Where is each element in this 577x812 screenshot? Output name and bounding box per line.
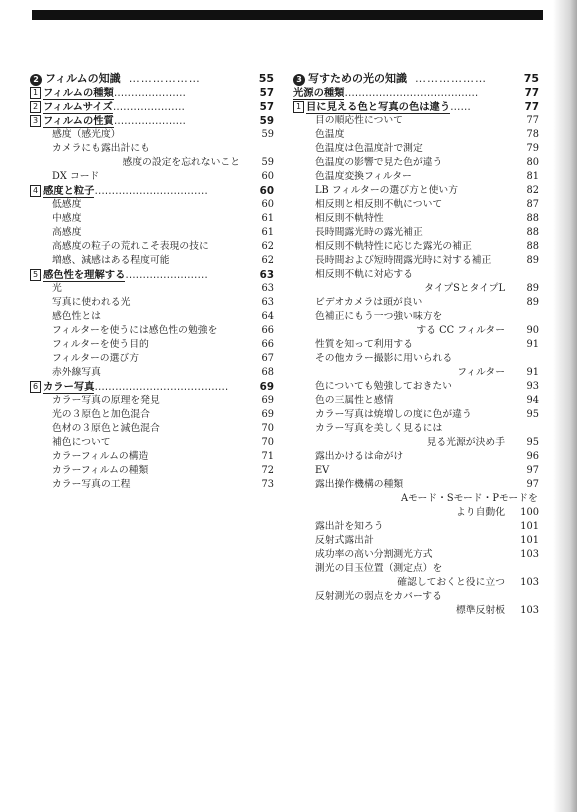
toc-entry	[293, 450, 539, 464]
toc-entry-title: 確認しておくと役に立つ	[397, 577, 505, 588]
toc-entry	[30, 450, 274, 464]
page-number: 73	[261, 479, 274, 490]
toc-entry	[30, 478, 274, 492]
toc-entry	[30, 338, 274, 352]
toc-entry-title: 見る光源が決め手	[426, 437, 505, 448]
page-number: 69	[261, 409, 274, 420]
page-number: 59	[259, 115, 274, 127]
toc-entry	[293, 506, 539, 520]
toc-entry-title: カラー写真を美しく見るには	[315, 423, 443, 434]
toc-entry	[293, 198, 539, 212]
toc-entry	[293, 478, 539, 492]
page-number: 89	[526, 283, 539, 294]
leader-dots: …………………	[113, 87, 186, 99]
toc-entry-title: カラーフィルムの構造	[52, 451, 149, 462]
page-number: 97	[526, 465, 539, 476]
toc-entry	[293, 576, 539, 590]
page-number: 64	[261, 311, 274, 322]
page-number: 60	[261, 171, 274, 182]
page-number: 100	[520, 507, 539, 518]
toc-entry	[30, 142, 274, 156]
toc-entry-title: 相反則と相反則不軌について	[315, 199, 443, 210]
page-edge-shadow	[553, 0, 577, 812]
page-number: 60	[259, 185, 274, 197]
toc-entry	[30, 380, 274, 394]
toc-entry	[30, 268, 274, 282]
toc-entry	[30, 366, 274, 380]
page-number: 88	[526, 213, 539, 224]
header-rule	[32, 10, 543, 20]
leader-dots: ……	[450, 101, 471, 113]
page-number: 90	[526, 325, 539, 336]
toc-entry-title: 測光の目玉位置（測定点）を	[315, 563, 443, 574]
toc-entry	[293, 170, 539, 184]
page-number: 80	[526, 157, 539, 168]
toc-entry-title: カラー写真の原理を発見	[52, 395, 160, 406]
page-number: 62	[261, 241, 274, 252]
leader-dots: ……………………………	[94, 185, 208, 197]
toc-entry	[293, 72, 539, 86]
toc-entry-title: カラー写真の工程	[52, 479, 131, 490]
page-number: 57	[259, 101, 274, 113]
page-number: 91	[526, 339, 539, 350]
page-number: 66	[261, 325, 274, 336]
toc-entry-title: フィルムの知識	[45, 72, 121, 85]
toc-entry-title: フィルターを使うには感色性の勉強を	[52, 325, 218, 336]
page-number: 79	[526, 143, 539, 154]
toc-entry	[30, 240, 274, 254]
toc-entry	[30, 464, 274, 478]
toc-entry-title: EV	[315, 465, 330, 476]
page-number: 63	[261, 283, 274, 294]
chapter-number-circle: 2	[30, 74, 42, 86]
section-number-box: 3	[30, 115, 41, 127]
toc-entry-title: 低感度	[52, 199, 82, 210]
toc-entry	[30, 198, 274, 212]
toc-entry-title: 目の順応性について	[315, 115, 403, 126]
toc-entry	[30, 100, 274, 114]
toc-entry	[30, 310, 274, 324]
page-number: 87	[526, 199, 539, 210]
toc-entry	[293, 464, 539, 478]
toc-entry-title: 感度（感光度）	[52, 129, 121, 140]
page-number: 60	[261, 199, 274, 210]
toc-entry-title: LB フィルターの選び方と使い方	[315, 185, 459, 196]
section-number-box: 1	[293, 101, 304, 113]
toc-entry	[30, 436, 274, 450]
toc-entry	[30, 352, 274, 366]
page-number: 96	[526, 451, 539, 462]
toc-entry-title: DX コード	[52, 171, 100, 182]
toc-right-column	[293, 72, 539, 618]
toc-entry	[30, 226, 274, 240]
page-number: 68	[261, 367, 274, 378]
toc-entry	[293, 590, 539, 604]
toc-entry-title: フィルター	[457, 367, 505, 378]
page-number: 97	[526, 479, 539, 490]
toc-entry-title: 性質を知って利用する	[315, 339, 413, 350]
toc-entry	[293, 436, 539, 450]
page-number: 61	[261, 213, 274, 224]
toc-entry	[293, 212, 539, 226]
toc-entry	[293, 184, 539, 198]
leader-dots: ……………………	[125, 269, 208, 281]
page-number: 101	[520, 521, 539, 532]
page-number: 89	[526, 255, 539, 266]
toc-entry-title: 色温度変換フィルター	[315, 171, 412, 182]
toc-entry-title: フィルターを使う目的	[52, 339, 149, 350]
page-number: 75	[523, 72, 539, 85]
toc-entry-title: ビデオカメラは頭が良い	[315, 297, 423, 308]
toc-entry-title: 長時間露光時の露光補正	[315, 227, 423, 238]
toc-entry	[293, 366, 539, 380]
page-number: 63	[261, 297, 274, 308]
toc-entry	[30, 282, 274, 296]
toc-entry	[293, 548, 539, 562]
leader-dots: …………………	[112, 101, 185, 113]
toc-entry-title: 長時間および短時間露光時に対する補正	[315, 255, 492, 266]
toc-entry-title: Aモード・Sモード・Pモードを	[401, 493, 538, 504]
toc-entry	[30, 156, 274, 170]
toc-entry	[293, 380, 539, 394]
leader-dots: …………………………………	[344, 87, 479, 99]
toc-entry-title: 色についても勉強しておきたい	[315, 381, 452, 392]
toc-entry	[30, 114, 274, 128]
page-number: 55	[258, 72, 274, 85]
toc-entry-title: 露出操作機構の種類	[315, 479, 404, 490]
toc-entry	[30, 212, 274, 226]
page-number: 95	[526, 409, 539, 420]
toc-entry	[30, 408, 274, 422]
page-number: 77	[524, 87, 539, 99]
toc-entry	[293, 100, 539, 114]
toc-entry	[30, 254, 274, 268]
toc-entry	[30, 296, 274, 310]
toc-entry-title: 色温度の影響で見た色が違う	[315, 157, 443, 168]
page-number: 67	[261, 353, 274, 364]
toc-entry-title: 反射測光の弱点をカバーする	[315, 591, 442, 602]
toc-entry-title: フィルターの選び方	[52, 353, 139, 364]
toc-entry-title: 露出計を知ろう	[315, 521, 384, 532]
toc-entry	[293, 114, 539, 128]
page-number: 95	[526, 437, 539, 448]
page-number: 70	[261, 437, 274, 448]
toc-entry-title: 高感度	[52, 227, 82, 238]
section-number-box: 2	[30, 101, 41, 113]
toc-entry-title: 標準反射板	[456, 605, 505, 616]
page-number: 71	[261, 451, 274, 462]
section-number-box: 4	[30, 185, 41, 197]
page-number: 62	[261, 255, 274, 266]
toc-entry-title: カラー写真は焼増しの度に色が違う	[315, 409, 472, 420]
toc-entry	[30, 72, 274, 86]
toc-entry	[293, 422, 539, 436]
page-number: 94	[526, 395, 539, 406]
page-number: 91	[526, 367, 539, 378]
toc-entry	[293, 268, 539, 282]
toc-entry-title: 露出かけるは命がけ	[315, 451, 404, 462]
page-number: 77	[524, 101, 539, 113]
toc-entry-title: 補色について	[52, 437, 111, 448]
toc-entry-title: 相反則不軌に対応する	[315, 269, 413, 280]
toc-entry-title: より自動化	[456, 507, 505, 518]
page-number: 93	[526, 381, 539, 392]
toc-entry-title: 目に見える色と写真の色は違う	[306, 101, 451, 113]
toc-entry-title: 反射式露出計	[315, 535, 374, 546]
section-number-box: 1	[30, 87, 41, 99]
toc-entry-title: その他カラー撮影に用いられる	[315, 353, 453, 364]
toc-entry	[293, 296, 539, 310]
toc-entry	[293, 562, 539, 576]
toc-entry	[293, 254, 539, 268]
toc-entry	[293, 240, 539, 254]
toc-entry-title: 写真に使われる光	[52, 297, 131, 308]
toc-entry-title: 成功率の高い分割測光方式	[315, 549, 433, 560]
toc-entry-title: カメラにも露出計にも	[52, 143, 150, 154]
toc-entry-title: フィルムの種類	[43, 87, 114, 99]
toc-entry-title: 色温度は色温度計で測定	[315, 143, 423, 154]
page-number: 88	[526, 241, 539, 252]
page-number: 59	[261, 129, 274, 140]
toc-entry	[293, 534, 539, 548]
toc-entry	[293, 310, 539, 324]
toc-entry-title: 相反則不軌特性	[315, 213, 384, 224]
toc-entry-title: 色温度	[315, 129, 345, 140]
toc-entry	[30, 86, 274, 100]
toc-entry-title: カラー写真	[43, 381, 95, 393]
toc-entry-title: 感色性を理解する	[43, 269, 126, 281]
toc-entry-title: 色材の３原色と減色混合	[52, 423, 160, 434]
toc-entry	[293, 86, 539, 100]
toc-entry	[293, 520, 539, 534]
toc-entry-title: 光源の種類	[293, 87, 345, 99]
toc-entry-title: 中感度	[52, 213, 82, 224]
toc-entry	[293, 408, 539, 422]
section-number-box: 6	[30, 381, 41, 393]
toc-entry	[293, 324, 539, 338]
toc-entry	[293, 128, 539, 142]
toc-entry	[293, 282, 539, 296]
toc-entry-title: カラーフィルムの種類	[52, 465, 149, 476]
page-number: 59	[261, 157, 274, 168]
toc-entry	[30, 170, 274, 184]
page-number: 103	[520, 549, 539, 560]
page-number: 103	[520, 605, 539, 616]
page-number: 70	[261, 423, 274, 434]
toc-entry-title: 感色性とは	[52, 311, 101, 322]
page-number: 82	[526, 185, 539, 196]
toc-entry-title: フィルムの性質	[43, 115, 114, 127]
page-number: 66	[261, 339, 274, 350]
toc-entry	[30, 422, 274, 436]
toc-entry-title: 色補正にもう一つ強い味方を	[315, 311, 443, 322]
page-number: 103	[520, 577, 539, 588]
toc-entry	[30, 128, 274, 142]
page-number: 72	[261, 465, 274, 476]
toc-entry-title: 増感、減感はある程度可能	[52, 255, 170, 266]
toc-entry	[293, 142, 539, 156]
page-number: 78	[526, 129, 539, 140]
leader-dots: …………………………………	[94, 381, 229, 393]
page-number: 69	[259, 381, 274, 393]
toc-left-column	[30, 72, 274, 492]
page-number: 88	[526, 227, 539, 238]
leader-dots: …………………	[113, 115, 186, 127]
page-number: 57	[259, 87, 274, 99]
page-number: 89	[526, 297, 539, 308]
toc-entry-title: 高感度の粒子の荒れこそ表現の技に	[52, 241, 209, 252]
toc-entry	[293, 156, 539, 170]
page-number: 69	[261, 395, 274, 406]
toc-entry-title: する CC フィルター	[416, 325, 505, 336]
toc-entry	[293, 226, 539, 240]
toc-entry-title: 光の３原色と加色混合	[52, 409, 150, 420]
toc-entry-title: 感度の設定を忘れないこと	[122, 157, 240, 168]
toc-entry	[293, 352, 539, 366]
toc-entry-title: 感度と粒子	[43, 185, 95, 197]
toc-entry-title: フィルムサイズ	[43, 101, 113, 113]
toc-entry-title: タイプSとタイプL	[424, 283, 505, 294]
toc-entry-title: 相反則不軌特性に応じた露光の補正	[315, 241, 472, 252]
toc-entry	[293, 394, 539, 408]
toc-entry	[30, 324, 274, 338]
chapter-number-circle: 3	[293, 74, 305, 86]
toc-entry-title: 写すための光の知識	[308, 72, 407, 85]
page-number: 101	[520, 535, 539, 546]
page-number: 77	[526, 115, 539, 126]
toc-entry	[293, 492, 539, 506]
toc-entry	[293, 338, 539, 352]
page-number: 81	[526, 171, 539, 182]
toc-entry	[30, 394, 274, 408]
toc-entry	[293, 604, 539, 618]
section-number-box: 5	[30, 269, 41, 281]
page-number: 61	[261, 227, 274, 238]
leader-dots: ………………	[415, 72, 487, 85]
leader-dots: ………………	[128, 72, 201, 85]
page-number: 63	[259, 269, 274, 281]
toc-entry-title: 色の三属性と感情	[315, 395, 394, 406]
toc-entry-title: 光	[52, 283, 62, 294]
toc-entry-title: 赤外線写真	[52, 367, 101, 378]
toc-entry	[30, 184, 274, 198]
